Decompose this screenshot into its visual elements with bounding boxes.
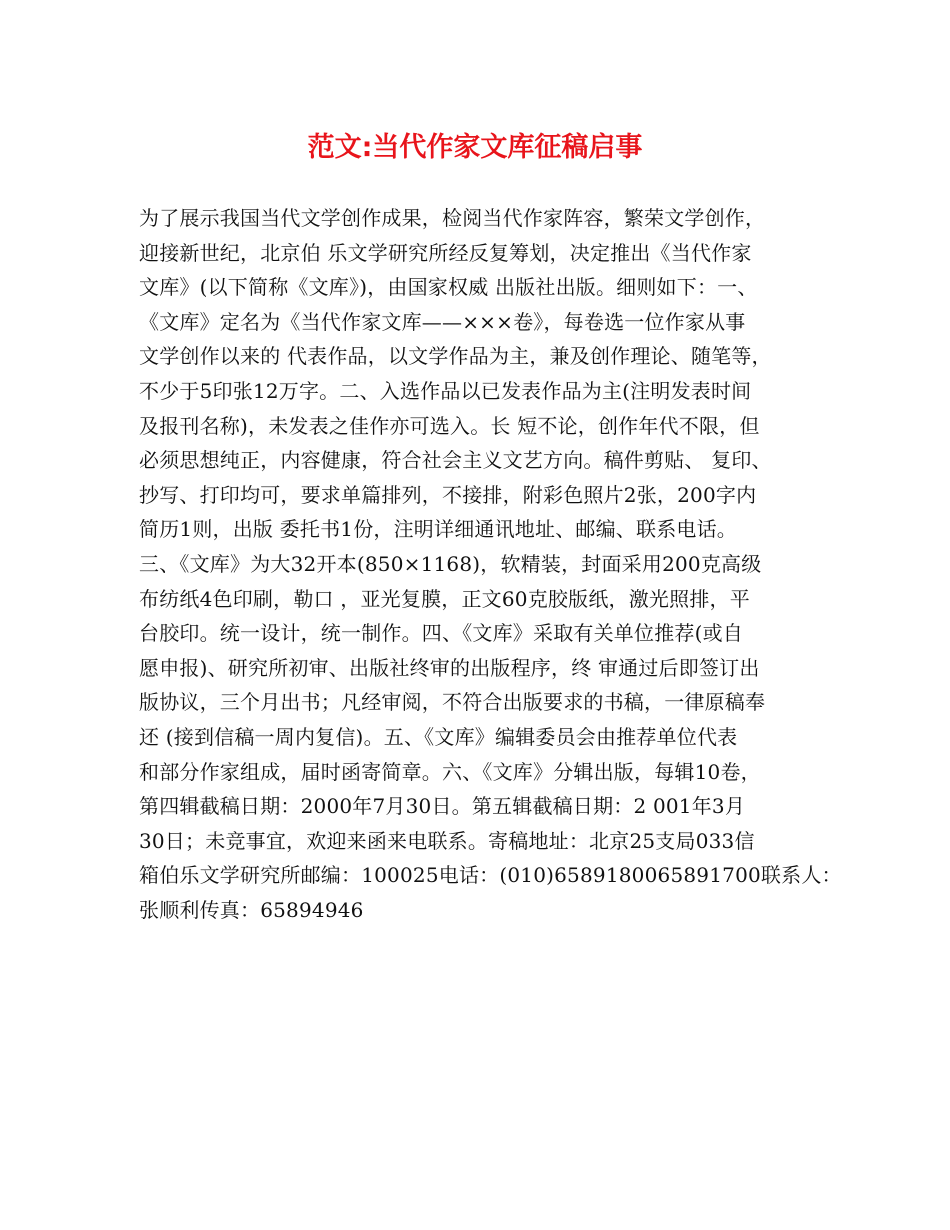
body-line: 必须思想纯正，内容健康，符合社会主义文艺方向。稿件剪贴、 复印、 [139,448,772,473]
body-line: 为了展示我国当代文学创作成果，检阅当代作家阵容，繁荣文学创作， [139,206,766,230]
body-line: 版协议，三个月出书；凡经审阅，不符合出版要求的书稿，一律原稿奉 [139,690,766,715]
body-line: 迎接新世纪，北京伯 乐文学研究所经反复筹划，决定推出《当代作家 [139,240,752,265]
body-line: 布纺纸4色印刷，勒口 ，亚光复膜，正文60克胶版纸，激光照排，平 [139,586,750,611]
body-line: 《文库》定名为《当代作家文库——×××卷》，每卷选一位作家从事 [139,309,746,334]
body-line: 台胶印。统一设计，统一制作。四、《文库》采取有关单位推荐(或自 [139,621,744,646]
body-line: 及报刊名称)，未发表之佳作亦可选入。长 短不论，创作年代不限，但 [139,413,760,438]
body-line: 文库》(以下简称《文库》)，由国家权威 出版社出版。细则如下：一、 [139,275,758,300]
body-line: 30日；未竞事宜，欢迎来函来电联系。寄稿地址：北京25支局033信 [139,828,755,853]
body-line: 愿申报)、研究所初审、出版社终审的出版程序，终 审通过后即签订出 [139,655,760,680]
body-line: 张顺利传真：65894946 [139,897,364,922]
body-line: 还 (接到信稿一周内复信)。五、《文库》编辑委员会由推荐单位代表 [139,724,738,749]
page-title: 范文:当代作家文库征稿启事 [307,132,643,163]
body-line: 文学创作以来的 代表作品，以文学作品为主，兼及创作理论、随笔等， [139,344,772,369]
body-line: 简历1则，出版 委托书1份，注明详细通讯地址、邮编、联系电话。 [139,517,738,542]
body-line: 第四辑截稿日期：2000年7月30日。第五辑截稿日期：2 001年3月 [139,794,746,819]
body-line: 抄写、打印均可，要求单篇排列，不接排，附彩色照片2张，200字内 [139,482,757,507]
body-line: 三、《文库》为大32开本(850×1168)，软精装，封面采用200克高级 [139,551,762,576]
body-line: 不少于5印张12万字。二、入选作品以已发表作品为主(注明发表时间 [139,378,752,403]
document-body [139,201,842,927]
body-line: 箱伯乐文学研究所邮编：100025电话：(010)6589180065891700联系人： [139,863,842,888]
body-line: 和部分作家组成，届时函寄简章。六、《文库》分辑出版，每辑10卷， [139,759,761,784]
